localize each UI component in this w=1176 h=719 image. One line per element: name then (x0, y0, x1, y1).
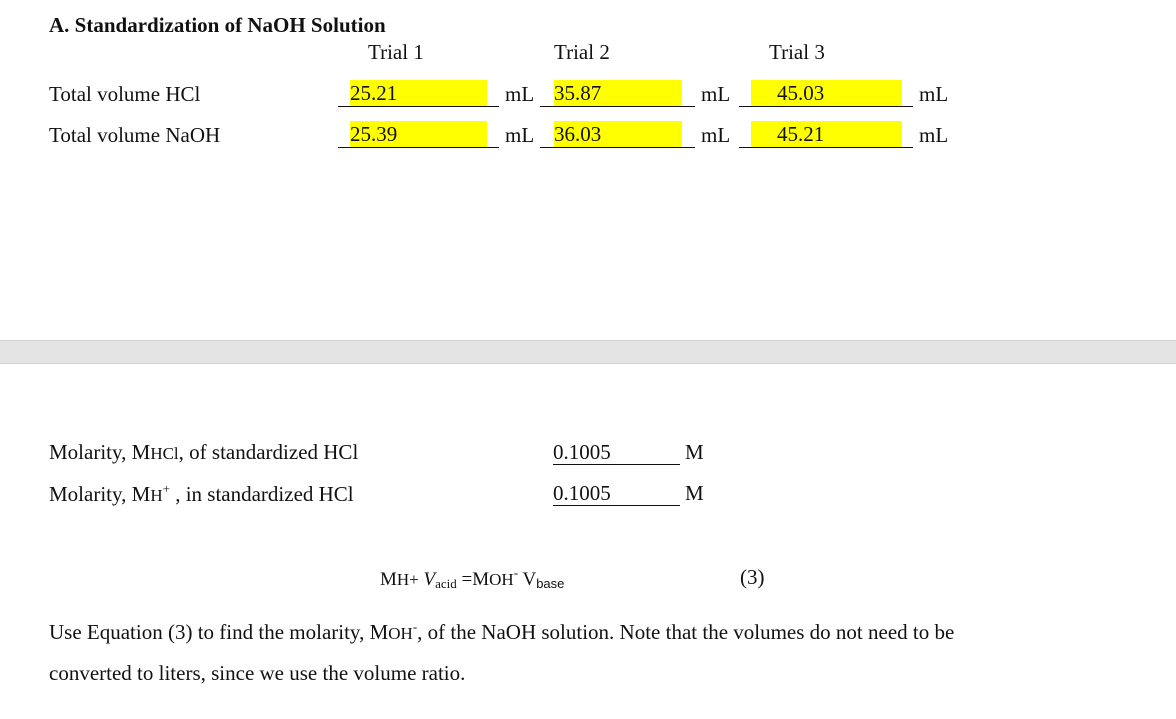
hcl-trial2-unit: mL (701, 82, 731, 106)
equation-number: (3) (740, 565, 765, 589)
naoh-trial1-value: 25.39 (350, 122, 398, 146)
row-label-hcl-volume: Total volume HCl (49, 82, 201, 106)
molarity-h-unit: M (685, 481, 704, 505)
trial-header-2: Trial 2 (554, 40, 610, 64)
naoh-trial1-unit: mL (505, 123, 535, 147)
trial-header-1: Trial 1 (368, 40, 424, 64)
naoh-trial2-unit: mL (701, 123, 731, 147)
naoh-trial2-value: 36.03 (554, 122, 602, 146)
molarity-hcl-field[interactable] (553, 438, 680, 465)
naoh-trial3-field[interactable] (739, 121, 913, 148)
hcl-trial3-field[interactable] (739, 80, 913, 107)
hcl-trial2-value: 35.87 (554, 81, 602, 105)
hcl-trial1-value: 25.21 (350, 81, 398, 105)
instruction-line-2: converted to liters, since we use the volume ratio. (49, 661, 466, 685)
molarity-h-value: 0.1005 (553, 481, 611, 505)
molarity-h-label: Molarity, MH+ , in standardized HCl (49, 481, 354, 506)
molarity-hcl-value: 0.1005 (553, 440, 611, 464)
hcl-trial3-value: 45.03 (777, 81, 825, 105)
naoh-trial1-field[interactable] (338, 121, 499, 148)
trial-header-3: Trial 3 (769, 40, 825, 64)
molarity-h-field[interactable] (553, 479, 680, 506)
hcl-trial3-unit: mL (919, 82, 949, 106)
hcl-trial1-unit: mL (505, 82, 535, 106)
hcl-trial1-field[interactable] (338, 80, 499, 107)
naoh-trial3-unit: mL (919, 123, 949, 147)
row-label-naoh-volume: Total volume NaOH (49, 123, 221, 147)
molarity-hcl-label: Molarity, MHCl, of standardized HCl (49, 440, 359, 464)
naoh-trial2-field[interactable] (540, 121, 695, 148)
equation: $MH+ V_{acid} =MOH^-$ $V_{base}$ (380, 565, 565, 591)
naoh-trial3-value: 45.21 (777, 122, 825, 146)
molarity-hcl-unit: M (685, 440, 704, 464)
instruction-line-1: Use Equation (3) to find the molarity, MOH-, of the NaOH solution. Note that the volumes do not need to be (49, 619, 955, 644)
page-divider (0, 340, 1176, 364)
section-title: A. Standardization of NaOH Solution (49, 13, 386, 37)
hcl-trial2-field[interactable] (540, 80, 695, 107)
